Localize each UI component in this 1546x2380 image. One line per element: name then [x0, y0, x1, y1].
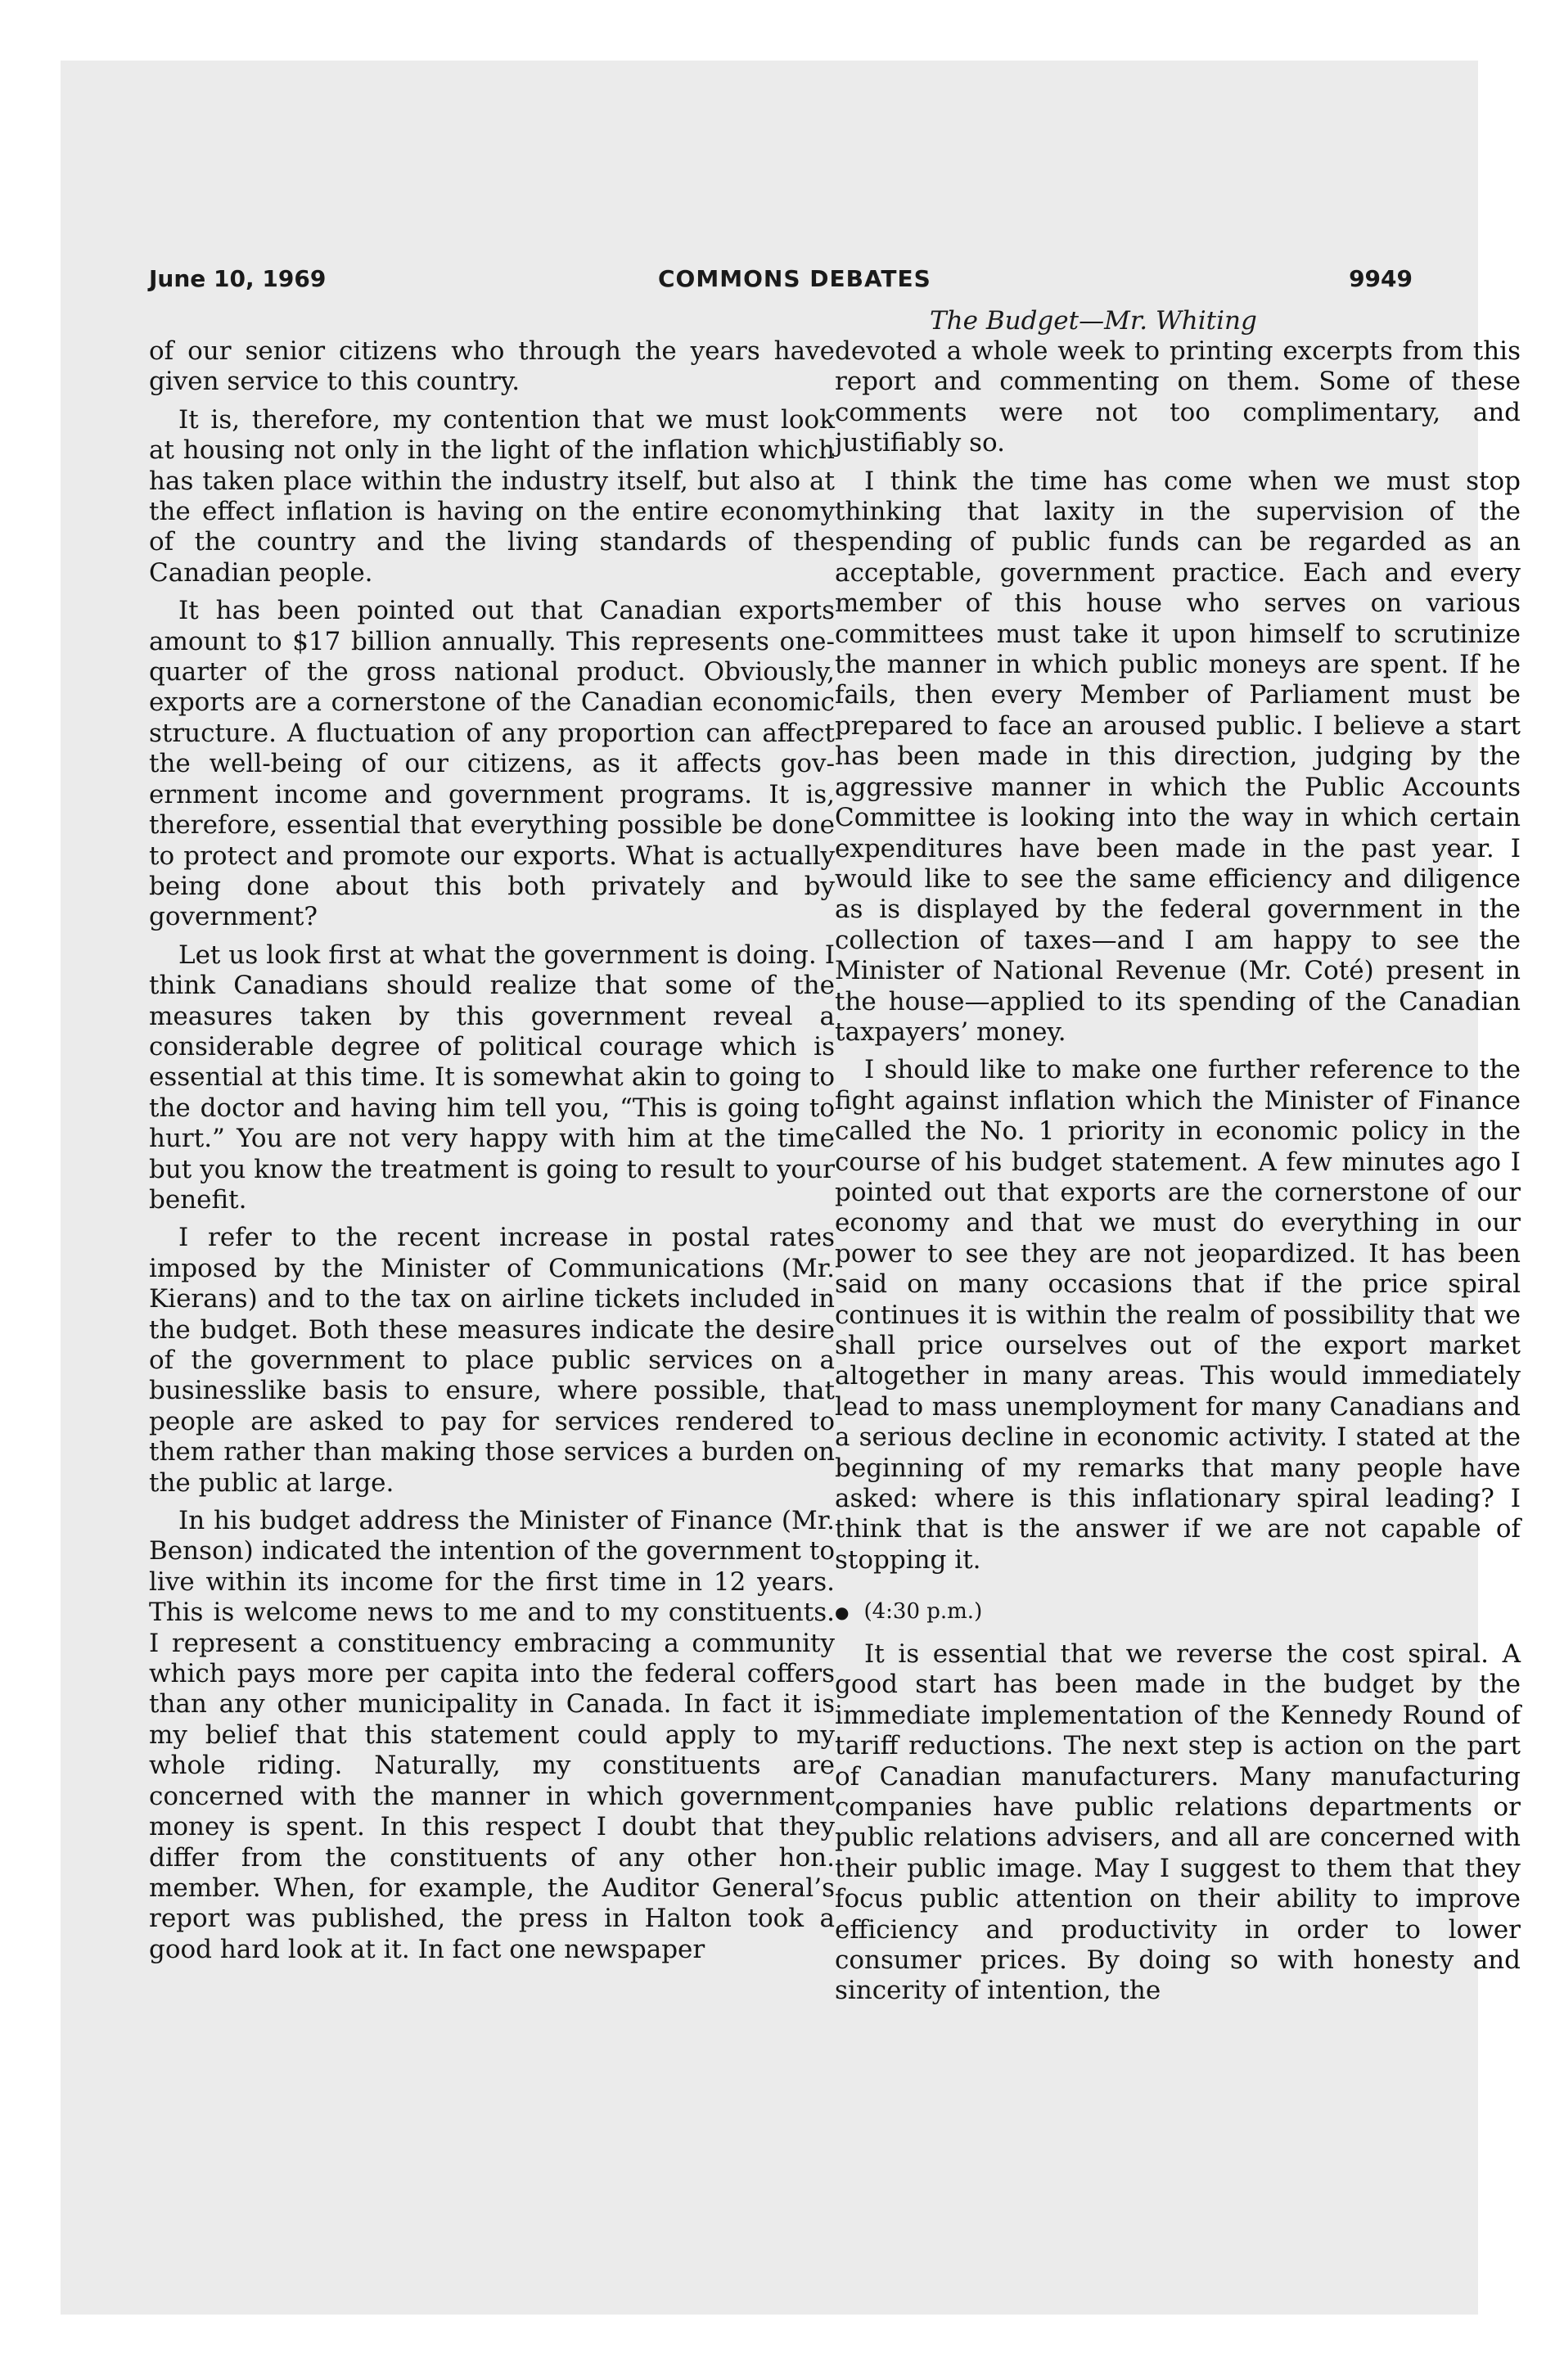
paragraph: of our senior citizens who through the years have given service to this country.	[149, 336, 835, 397]
time-marker-text: (4:30 p.m.)	[863, 1599, 983, 1625]
paragraph: I think the time has come when we must stop thinking that laxity in the supervision of the spending of public funds can be regarded as an acceptable, government practice. Each and every member of this house who serves on various committees must take it upon himself to scrutinize the manner in which public moneys are spent. If he fails, then every Member of Parliament must be prepared to face an aroused public. I believe a start has been made in this direction, judging by the aggressive manner in which the Public Accounts Committee is looking into the way in which certain expenditures have been made in the past year. I would like to see the same efficiency and diligence as is displayed by the federal government in the collection of taxes—and I am happy to see the Minister of National Revenue (Mr. Coté) present in the house—applied to its spending of the Canadian taxpayers’ money.	[835, 466, 1521, 1047]
paragraph: I refer to the recent increase in postal rates imposed by the Minister of Communications (Mr. Kierans) and to the tax on airline tickets included in the budget. Both these measures indicate the desire of the government to place public services on a businesslike basis to ensure, where possible, that people are asked to pay for services rendered to them rather than making those services a burden on the public at large.	[149, 1223, 835, 1498]
header-page-number: 9949	[1349, 265, 1413, 292]
paragraph: It is essential that we reverse the cost spiral. A good start has been made in the budget by the immediate implementation of the Kennedy Round of tariff reductions. The next step is action on the part of Canadian manufacturers. Many manufacturing companies have public relations departments or public relations advisers, and all are concerned with their public image. May I suggest to them that they focus public attention on their ability to improve efficiency and productivity in order to lower consumer prices. By doing so with honesty and sincerity of intention, the	[835, 1639, 1521, 2006]
paragraph: It has been pointed out that Canadian exports amount to $17 billion annually. This represents one-quarter of the gross national product. Obviously, exports are a cornerstone of the Canadian economic structure. A fluctuation of any proportion can affect the well-being of our citizens, as it affects government income and government programs. It is, therefore, essential that everything possible be done to protect and promote our exports. What is actually being done about this both privately and by government?	[149, 596, 835, 932]
header-publication: COMMONS DEBATES	[658, 265, 931, 292]
right-column	[835, 336, 1521, 2170]
left-column	[149, 336, 835, 2170]
page-sheet	[61, 61, 1521, 2315]
time-marker	[835, 1597, 1521, 1628]
paragraph: I should like to make one further reference to the fight against inflation which the Minister of Finance called the No. 1 priority in economic policy in the course of his budget statement. A few minutes ago I pointed out that exports are the cornerstone of our economy and that we must do everything in our power to see they are not jeopardized. It has been said on many occasions that if the price spiral continues it is within the realm of possibility that we shall price ourselves out of the export market altogether in many areas. This would immediately lead to mass unemployment for many Canadians and a serious decline in economic activity. I stated at the beginning of my remarks that many people have asked: where is this inflationary spiral leading? I think that is the answer if we are not capable of stopping it.	[835, 1055, 1521, 1575]
header-date: June 10, 1969	[149, 265, 327, 292]
paragraph: Let us look first at what the government is doing. I think Canadians should realize that some of the measures taken by this government reveal a considerable degree of political courage which is essential at this time. It is somewhat akin to going to the doctor and having him tell you, “This is going to hurt.” You are not very happy with him at the time but you know the treatment is going to result to your benefit.	[149, 940, 835, 1215]
bullet-icon: ●	[835, 1602, 850, 1622]
paragraph: In his budget address the Minister of Finance (Mr. Benson) indicated the intention of the government to live within its income for the first time in 12 years. This is welcome news to me and to my constituents. I represent a constituency embracing a community which pays more per capita into the federal coffers than any other municipality in Canada. In fact it is my belief that this statement could apply to my whole riding. Naturally, my constituents are concerned with the manner in which government money is spent. In this respect I doubt that they differ from the constituents of any other hon. member. When, for example, the Auditor General’s report was published, the press in Halton took a good hard look at it. In fact one newspaper	[149, 1506, 835, 1964]
paragraph: devoted a whole week to printing excerpts from this report and commenting on them. Some of these comments were not too complimentary, and justifiably so.	[835, 336, 1521, 458]
running-subtitle: The Budget—Mr. Whiting	[930, 306, 1257, 336]
paragraph: It is, therefore, my contention that we must look at housing not only in the light of the inflation which has taken place within the industry itself, but also at the effect inflation is having on the entire economy of the country and the living standards of the Canadian people.	[149, 404, 835, 588]
